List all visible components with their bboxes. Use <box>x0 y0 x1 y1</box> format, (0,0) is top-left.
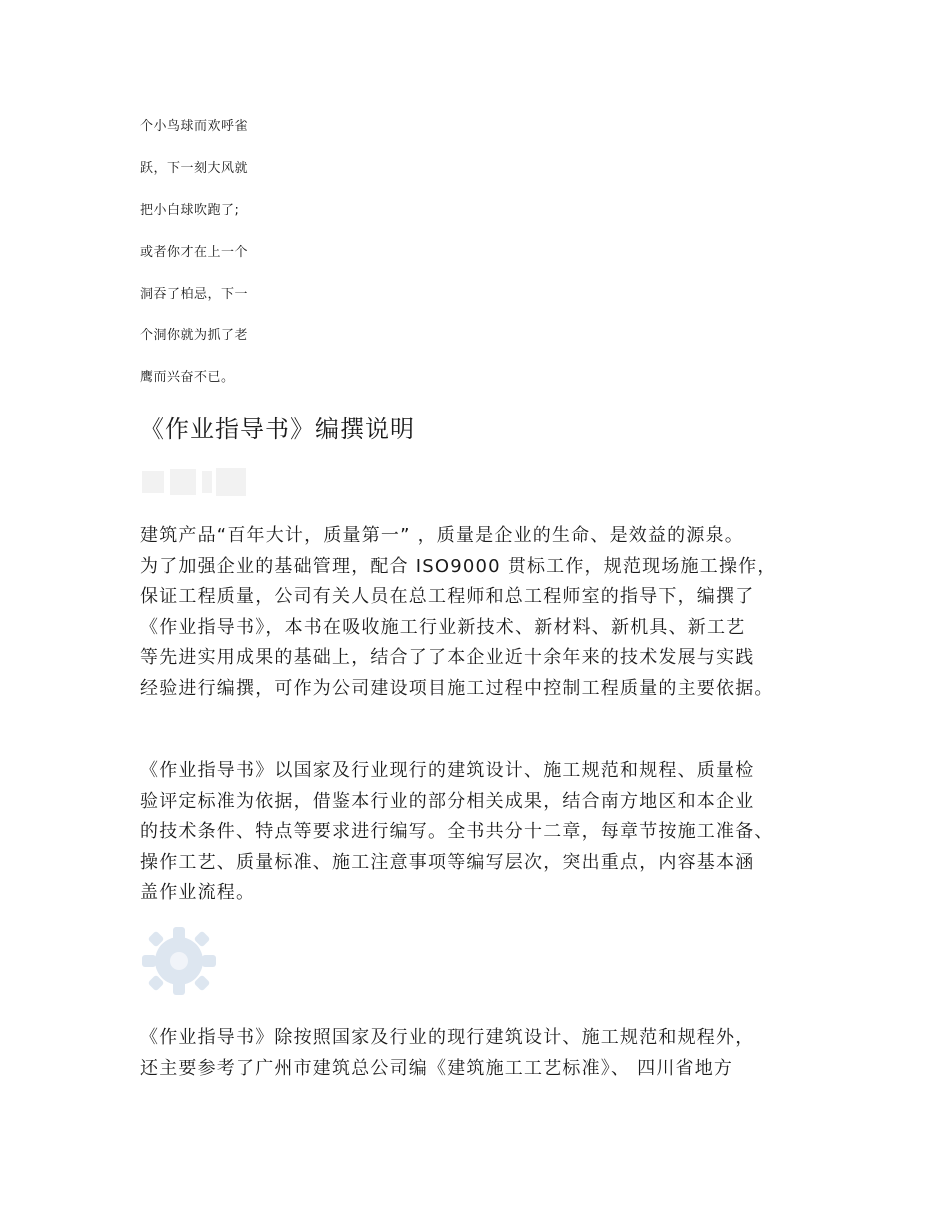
paragraph-line: 操作工艺、质量标准、施工注意事项等编写层次，突出重点，内容基本涵 <box>140 851 755 873</box>
paragraph-line: 等先进实用成果的基础上，结合了了本企业近十余年来的技术发展与实践 <box>140 647 755 668</box>
paragraph-line: 经验进行编撰，可作为公司建设项目施工过程中控制工程质量的主要依据。 <box>140 677 774 699</box>
poem-line: 把小白球吹跑了; <box>140 203 240 218</box>
paragraph-line: 《作业指导书》，本书在吸收施工行业新技术、新材料、新机具、新工艺 <box>140 616 746 638</box>
paragraph-basis <box>140 756 830 909</box>
watermark-gear-icon <box>140 925 218 997</box>
paragraph-line: 的技术条件、特点等要求进行编写。全书共分十二章，每章节按施工准备、 <box>140 821 774 842</box>
section-heading: 《作业指导书》编撰说明 <box>140 415 415 443</box>
paragraph-line: 《作业指导书》除按照国家及行业的现行建筑设计、施工规范和规程外， <box>140 1027 755 1048</box>
poem-line: 洞吞了柏忌，下一 <box>140 287 249 302</box>
poem-line: 个小鸟球而欢呼雀 <box>140 119 249 134</box>
paragraph-line: 建筑产品“百年大计，质量第一” ，质量是企业的生命、是效益的源泉。 <box>140 525 744 546</box>
paragraph-line: 为了加强企业的基础管理，配合 ISO9000 贯标工作，规范现场施工操作， <box>140 555 777 577</box>
paragraph-line: 验评定标准为依据，借鉴本行业的部分相关成果，结合南方地区和本企业 <box>140 790 755 812</box>
poem-line: 或者你才在上一个 <box>140 245 249 260</box>
watermark-seal-icon <box>140 465 250 499</box>
poem-line: 跃，下一刻大风就 <box>140 161 249 176</box>
paragraph-line: 盖作业流程。 <box>140 882 256 903</box>
poem-line: 鹰而兴奋不已。 <box>140 370 235 385</box>
paragraph-line: 保证工程质量，公司有关人员在总工程师和总工程师室的指导下，编撰了 <box>140 586 755 607</box>
paragraph-intro <box>140 521 830 704</box>
paragraph-line: 《作业指导书》以国家及行业现行的建筑设计、施工规范和规程、质量检 <box>140 760 755 781</box>
paragraph-references <box>140 1023 830 1084</box>
poem-line: 个洞你就为抓了老 <box>140 328 249 343</box>
paragraph-line: 还主要参考了广州市建筑总公司编《建筑施工工艺标准》、 四川省地方 <box>140 1057 734 1079</box>
